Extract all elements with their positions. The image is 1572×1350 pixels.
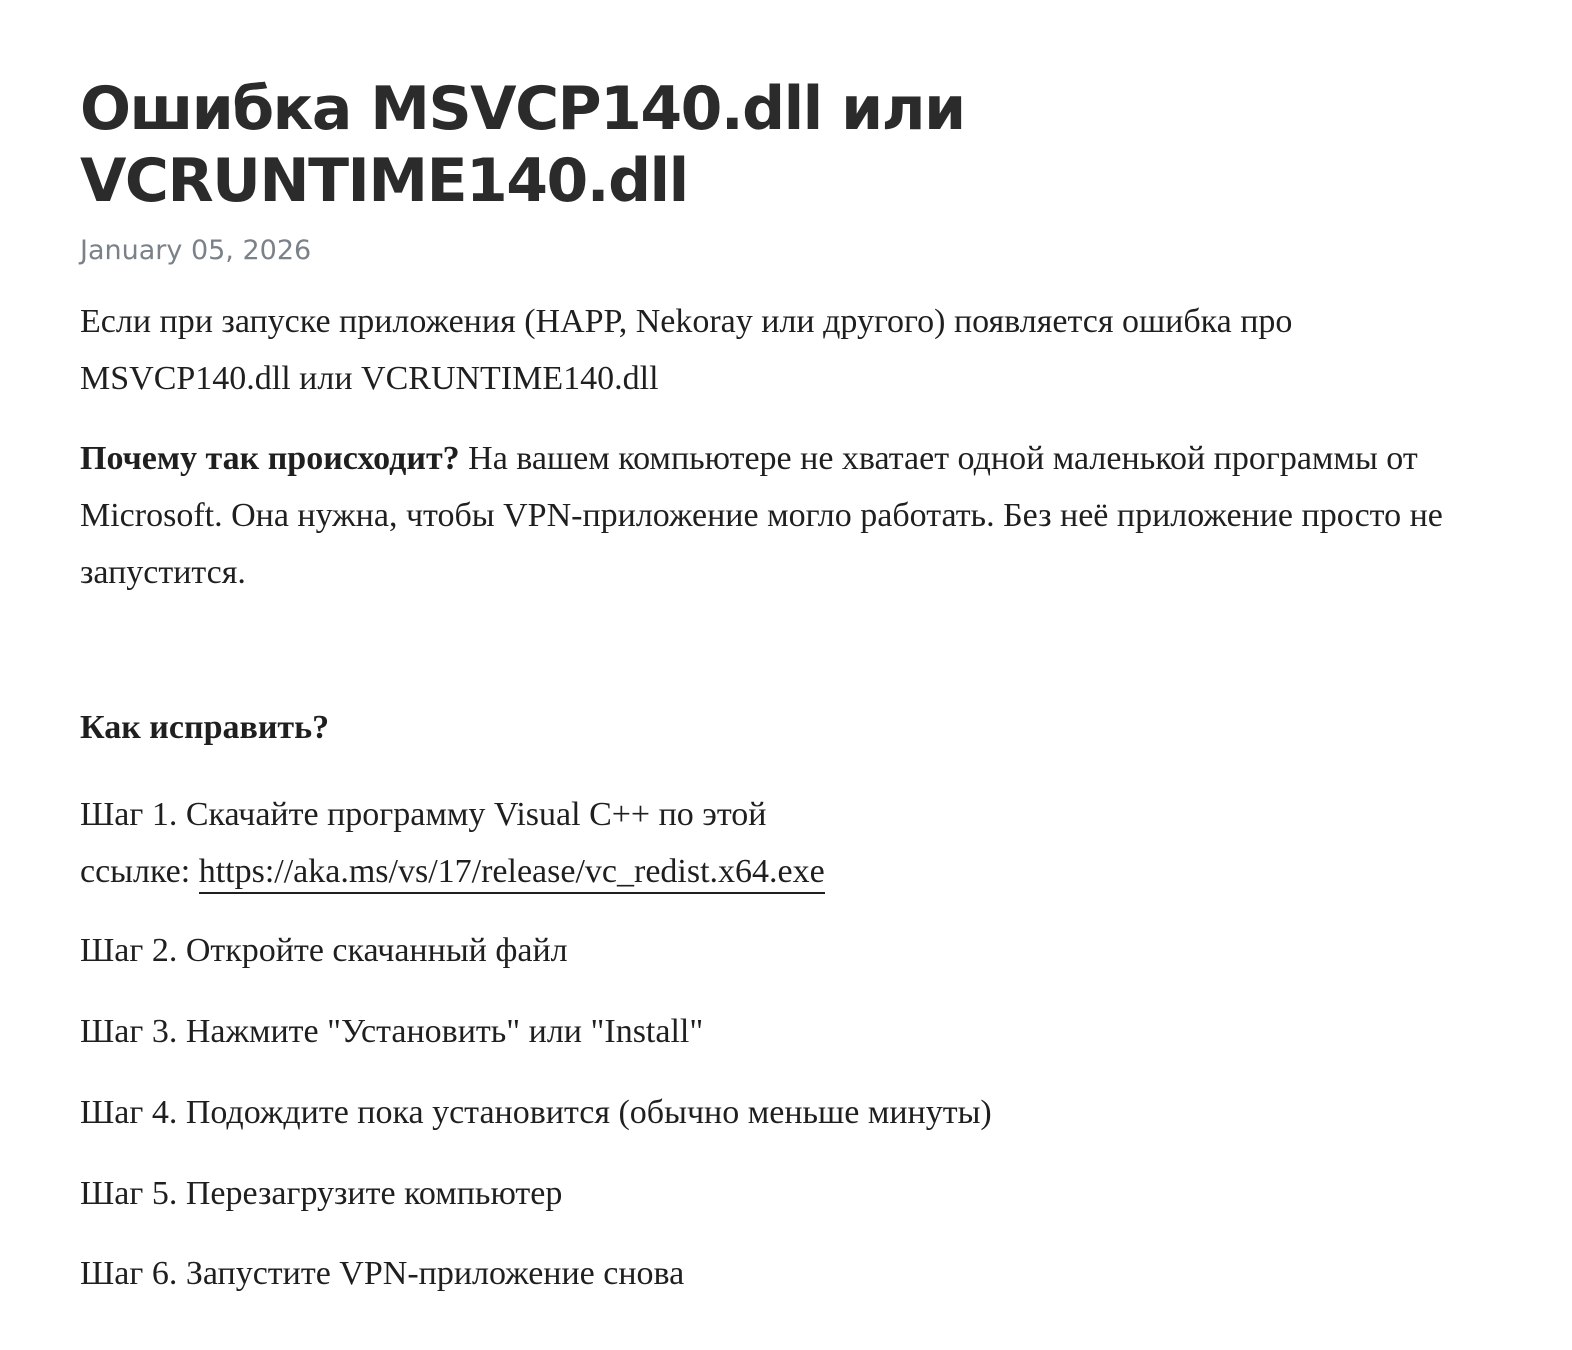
why-label: Почему так происходит? — [80, 440, 460, 477]
why-text: На вашем компьютере не хватает одной маленькой программы от Microsoft. Она нужна, чтобы VPN-приложение могло работать. Без неё приложение просто не запустится. — [80, 440, 1443, 591]
page-title — [80, 73, 1080, 217]
step-3: Шаг 3. Нажмите "Установить" или "Install" — [80, 1013, 704, 1050]
step-1-link-line — [80, 843, 825, 900]
publish-date: January 05, 2026 — [80, 235, 312, 266]
step-1-text: Шаг 1. Скачайте программу Visual C++ по этой — [80, 796, 767, 833]
title-line-2: VCRUNTIME140.dll — [80, 146, 688, 216]
intro-paragraph: Если при запуске приложения (HAPP, Nekoray или другого) появляется ошибка про MSVCP140.dll или VCRUNTIME140.dll — [80, 303, 1293, 397]
step-1-link-prefix: ссылке: — [80, 853, 199, 890]
step-4: Шаг 4. Подождите пока установится (обычно меньше минуты) — [80, 1094, 992, 1131]
fix-heading: Как исправить? — [80, 709, 330, 746]
step-2: Шаг 2. Откройте скачанный файл — [80, 932, 568, 969]
step-6: Шаг 6. Запустите VPN-приложение снова — [80, 1255, 685, 1292]
download-link[interactable]: https://aka.ms/vs/17/release/vc_redist.x64.exe — [199, 853, 825, 894]
title-line-1: Ошибка MSVCP140.dll или — [80, 74, 965, 144]
step-1 — [80, 786, 825, 900]
step-5: Шаг 5. Перезагрузите компьютер — [80, 1175, 563, 1212]
why-paragraph — [80, 430, 1480, 601]
